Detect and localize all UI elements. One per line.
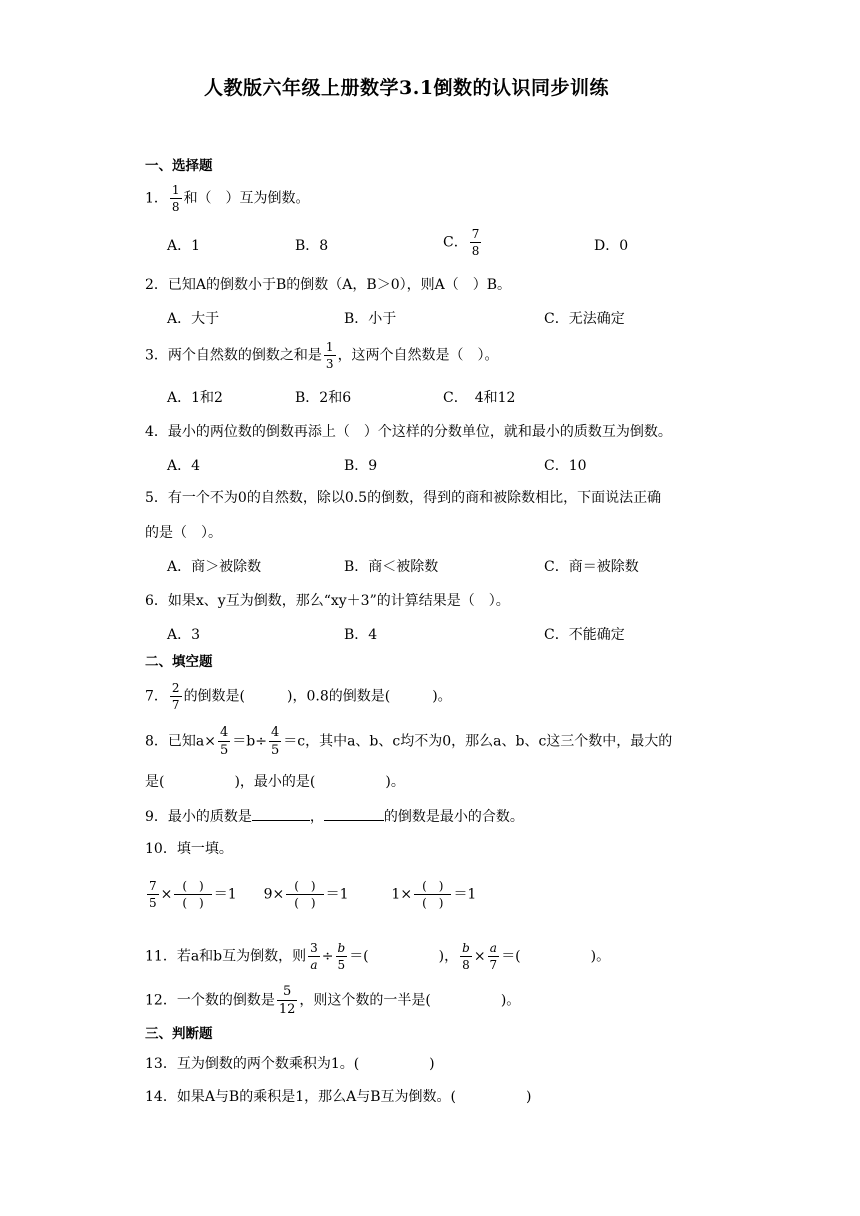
blank-denominator: ( ) (182, 896, 204, 910)
fraction-numerator: 1 (171, 183, 180, 197)
blank-fraction[interactable] (174, 880, 211, 909)
fraction-denominator: 8 (471, 244, 480, 258)
blank-denominator: ( ) (422, 896, 444, 910)
option-c[interactable] (443, 228, 483, 257)
times-sign: × (473, 948, 486, 965)
question-2-text: 2．已知A的倒数小于B的倒数（A，B＞0），则A（ ）B。 (145, 277, 512, 293)
fraction (170, 682, 182, 711)
question-5-text-line2: 的是（ ）。 (145, 525, 222, 541)
question-text: 的倒数是( )，0.8的倒数是( )。 (183, 688, 452, 705)
fraction-denominator: 7 (171, 698, 180, 712)
question-text: 和（ ）互为倒数。 (183, 190, 310, 207)
fraction (336, 942, 348, 971)
equation-lead: 1× (391, 886, 413, 903)
question-text: 12．一个数的倒数是 (145, 992, 275, 1009)
fraction (170, 184, 182, 213)
option-b[interactable]: B．商＜被除数 (344, 559, 439, 575)
fraction-numerator: a (488, 942, 500, 957)
option-b[interactable]: B．小于 (344, 311, 397, 327)
blank-denominator: ( ) (294, 896, 316, 910)
fraction-denominator: 12 (278, 1002, 296, 1017)
option-a[interactable]: A．4 (167, 458, 201, 474)
section-heading-judge: 三、判断题 (145, 1026, 213, 1042)
question-number: 7． (145, 688, 168, 705)
fraction-denominator: 7 (489, 958, 498, 972)
question-text: 3．两个自然数的倒数之和是 (145, 347, 322, 364)
question-text: ＝c，其中a、b、c均不为0，那么a、b、c这三个数中，最大的 (283, 733, 673, 750)
fraction-denominator: 3 (325, 357, 334, 371)
fraction-denominator: a (310, 958, 318, 972)
fraction-numerator: 4 (270, 725, 280, 740)
times-sign: × (160, 886, 173, 903)
question-6-text: 6．如果x、y互为倒数，那么“xy＋3”的计算结果是（ ）。 (145, 593, 510, 609)
option-label: C． (443, 234, 468, 251)
fraction (277, 985, 298, 1016)
section-heading-fill: 二、填空题 (145, 654, 213, 670)
fraction-denominator: 8 (171, 200, 180, 214)
equals-one: ＝1 (213, 886, 237, 903)
divide-sign: ÷ (321, 948, 334, 965)
answer-blank-text: ＝( )， (349, 948, 459, 965)
fraction (269, 726, 281, 757)
fraction-denominator: 5 (149, 896, 157, 910)
equals-one: ＝1 (325, 886, 349, 903)
fraction-numerator: 5 (277, 985, 298, 1001)
option-c[interactable]: C．无法确定 (544, 311, 625, 327)
fraction-denominator: 5 (270, 743, 280, 758)
answer-blank[interactable] (252, 808, 310, 821)
option-b[interactable]: B．2和6 (295, 390, 352, 406)
question-8 (145, 726, 672, 757)
question-text: 9．最小的质数是 (145, 809, 252, 825)
option-a[interactable]: A．1和2 (167, 390, 223, 406)
answer-blank[interactable] (324, 808, 384, 821)
question-8-line2: 是( )，最小的是( )。 (145, 774, 405, 790)
question-text: 11．若a和b互为倒数，则 (145, 948, 307, 965)
blank-numerator: ( ) (174, 880, 211, 895)
option-d[interactable]: D．0 (594, 238, 629, 254)
question-4-text: 4．最小的两位数的倒数再添上（ ）个这样的分数单位，就和最小的质数互为倒数。 (145, 424, 672, 440)
option-a[interactable]: A．大于 (167, 311, 220, 327)
question-10-equations (145, 880, 476, 909)
fraction-denominator: 5 (337, 958, 346, 972)
option-c[interactable]: C． 4和12 (443, 390, 516, 406)
question-5-text-line1: 5．有一个不为0的自然数，除以0.5的倒数，得到的商和被除数相比，下面说法正确 (145, 490, 662, 506)
fraction-numerator: 7 (471, 227, 480, 241)
option-a[interactable]: A．商＞被除数 (167, 559, 262, 575)
fraction-numerator: b (337, 941, 346, 955)
question-11 (145, 942, 610, 971)
answer-blank-text: ＝( )。 (501, 948, 611, 965)
question-text: 的倒数是最小的合数。 (383, 809, 524, 825)
fraction (488, 942, 500, 971)
option-c[interactable]: C．10 (544, 458, 587, 474)
fraction (218, 726, 230, 757)
fraction-numerator: 4 (219, 725, 229, 740)
option-a[interactable]: A．1 (167, 238, 201, 254)
question-text: ＝b÷ (232, 733, 267, 750)
question-number: 1． (145, 190, 168, 207)
fraction (308, 942, 320, 971)
option-b[interactable]: B．8 (295, 238, 329, 254)
equals-one: ＝1 (453, 886, 477, 903)
fraction-numerator: 7 (149, 879, 157, 893)
blank-numerator: ( ) (286, 880, 323, 895)
question-text: 8．已知a× (145, 733, 216, 750)
page-title: 人教版六年级上册数学3.1倒数的认识同步训练 (204, 77, 610, 99)
section-heading-choice: 一、选择题 (145, 158, 213, 174)
option-b[interactable]: B．4 (344, 627, 378, 643)
question-text: ，则这个数的一半是( )。 (299, 992, 521, 1009)
fraction-numerator: 2 (171, 681, 180, 695)
equation-lead: 9× (263, 886, 285, 903)
fraction-numerator: 3 (310, 941, 318, 955)
option-c[interactable]: C．商＝被除数 (544, 559, 639, 575)
question-10-text: 10．填一填。 (145, 841, 233, 857)
question-text: ，这两个自然数是（ ）。 (337, 347, 499, 364)
question-14-text: 14．如果A与B的乘积是1，那么A与B互为倒数。( ) (145, 1089, 532, 1105)
blank-fraction[interactable] (286, 880, 323, 909)
fraction-denominator: 5 (219, 743, 229, 758)
fraction-numerator: 1 (325, 340, 334, 354)
fraction-numerator: b (462, 941, 470, 955)
option-b[interactable]: B．9 (344, 458, 378, 474)
question-13-text: 13．互为倒数的两个数乘积为1。( ) (145, 1056, 435, 1072)
fraction (460, 942, 472, 971)
question-3 (145, 341, 499, 370)
fraction (147, 880, 159, 909)
fraction-denominator: 8 (462, 958, 470, 972)
question-1 (145, 184, 310, 213)
question-9 (145, 808, 524, 824)
option-a[interactable]: A．3 (167, 627, 201, 643)
question-12 (145, 985, 520, 1016)
blank-fraction[interactable] (414, 880, 451, 909)
question-text: ， (309, 809, 324, 825)
fraction (470, 228, 482, 257)
question-7 (145, 682, 452, 711)
option-c[interactable]: C．不能确定 (544, 627, 625, 643)
blank-numerator: ( ) (414, 880, 451, 895)
fraction (324, 341, 336, 370)
